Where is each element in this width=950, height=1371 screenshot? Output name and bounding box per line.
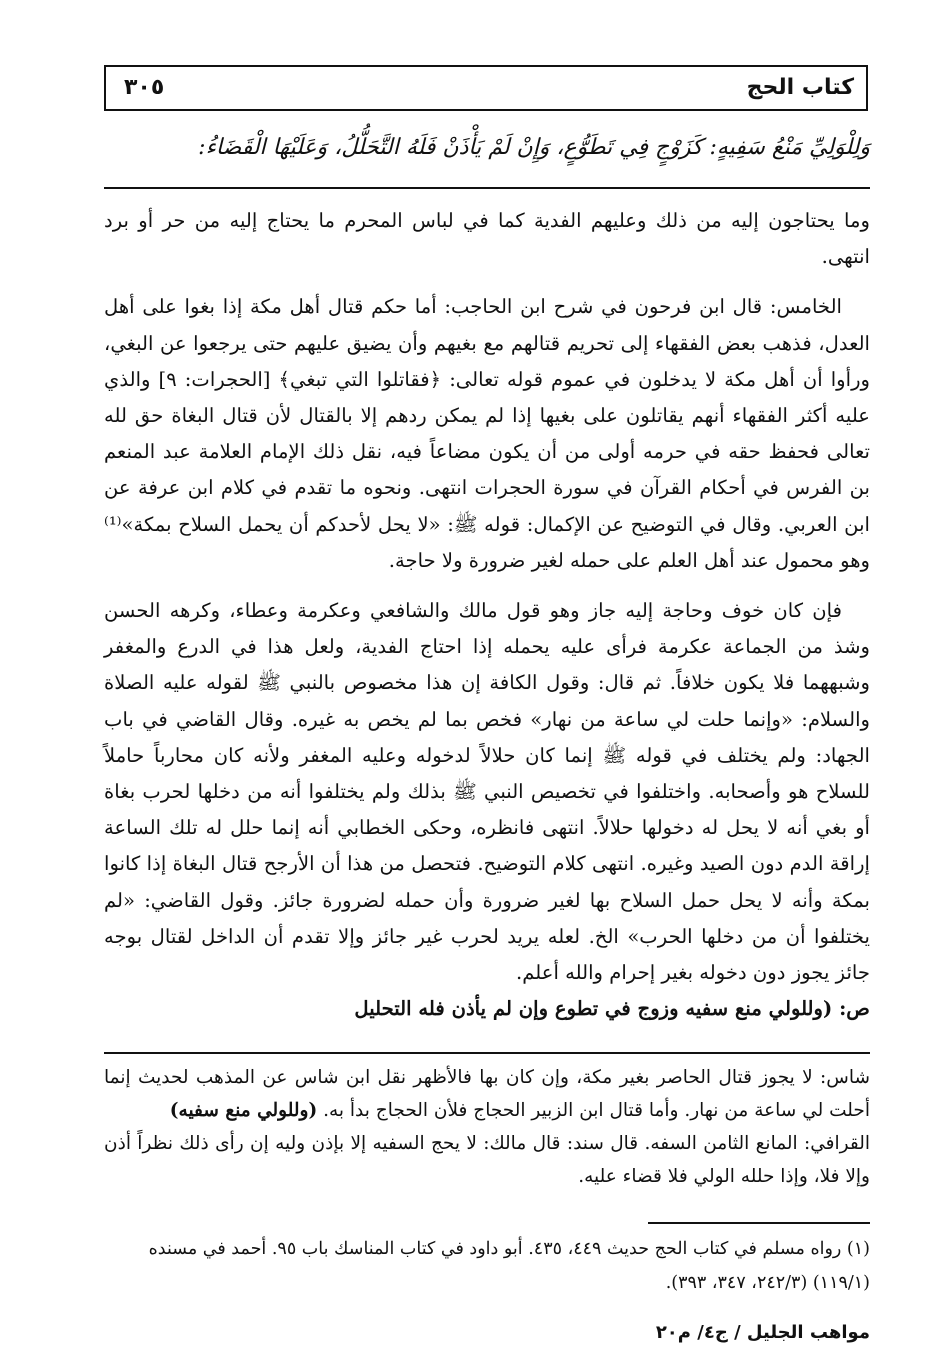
matn-divider (104, 187, 870, 189)
paragraph: الخامس: قال ابن فرحون في شرح ابن الحاجب: أما حكم قتال أهل مكة إذا بغوا على أهل العدل، فذهب بعض الفقهاء إلى تحريم قتالهم مع بغيهم وأن يضيق عليهم حتى يرجعوا عن البغي، ورأوا أن أهل مكة لا يدخلون في عموم قوله تعالى: ﴿فقاتلوا التي تبغي﴾ [الحجرات: ٩] والذي عليه أكثر الفقهاء أنهم يقاتلون على بغيها إذا لم يمكن ردهم إلا بالقتال لأن قتال البغاة حق لله تعالى فحفظ حقه في حرمه أولى من أن يكون مضاعاً فيه، نقل ذلك الإمام العلامة عبد المنعم بن الفرس في أحكام القرآن في سورة الحجرات انتهى. ونحوه ما تقدم في كلام ابن عرفة عن ابن العربي. وقال في التوضيح عن الإكمال: قوله ﷺ: «لا يحل لأحدكم أن يحمل السلاح بمكة»⁽¹⁾ وهو محمول عند أهل العلم على حمله لغير ضرورة ولا حاجة. (104, 295, 870, 572)
footnote (104, 1232, 870, 1300)
chapter-title: كتاب الحج (746, 75, 854, 100)
note-paragraph: القرافي: المانع الثامن السفه. قال سند: قال مالك: لا يحج السفيه إلا بإذن وليه إن رأى ذلك نظراً أذن وإلا فلا، وإذا حلله الولي فلا قضاء عليه. (104, 1133, 870, 1187)
marginal-notes (104, 1061, 870, 1193)
footnote-text: (١) رواه مسلم في كتاب الحج حديث ٤٤٩، ٤٣٥. أبو داود في كتاب المناسك باب ٩٥. أحمد في مسنده (١١٩/١) (٢٤٢/٣، ٣٤٧، ٣٩٣). (148, 1239, 870, 1293)
commentary-divider (104, 1052, 870, 1054)
footnote-divider (648, 1222, 870, 1224)
page-number: ٣٠٥ (124, 75, 165, 100)
running-header (104, 65, 868, 111)
closing-matn-quote: ص: (وللولي منع سفيه وزوج في تطوع وإن لم يأذن فله التحليل (354, 997, 870, 1021)
matn-text: وَلِلْوَلِيِّ مَنْعُ سَفِيهٍ: كَزَوْجٍ فِي تَطَوُّعٍ، وَإِنْ لَمْ يَأْذَنْ فَلَهُ التَّحَلُّلُ، وَعَلَيْهَا الْقَضَاءُ: (198, 135, 870, 160)
page-footer: مواهب الجليل / ج٤/ م٢٠ (655, 1322, 870, 1343)
main-commentary (104, 203, 870, 1027)
paragraph: فإن كان خوف وحاجة إليه جاز وهو قول مالك والشافعي وعكرمة وعطاء، وكرهه الحسن وشذ من الجماعة عكرمة فرأى عليه يحمله إذا احتاج الفدية، ولعل هذا في الدرع والمغفر وشبههما فلا يكون خلافاً. ثم قال: وقول الكافة إن هذا مخصوص بالنبي ﷺ لقوله عليه الصلاة والسلام: «وإنما حلت لي ساعة من نهار» فخص بما لم يخص به غيره. وقال القاضي في باب الجهاد: ولم يختلف في قوله ﷺ إنما كان حلالاً لدخوله وعليه المغفر ولأنه كان محارباً حاملاً للسلاح هو وأصحابه. واختلفوا في تخصيص النبي ﷺ بذلك ولم يختلفوا أنه من دخلها لحرب بغاة أو بغي أنه لا يحل له دخولها حلالاً. انتهى فانظره، وحكى الخطابي أنه إنما حلل له تلك الساعة إراقة الدم دون الصيد وغيره. انتهى كلام التوضيح. فتحصل من هذا أن الأرجح قتال البغاة إذا كانوا بمكة وأنه لا يحل حمل السلاح بها لغير ضرورة وأن حمله لضرورة جائز. وقول القاضي: «لم يختلفوا أن من دخلها الحرب» الخ. لعله يريد لحرب غير جائز وإلا تقدم أن الداخل لقتال بوجه جائز يجوز دون دخوله بغير إحرام والله أعلم. (104, 599, 870, 985)
note-paragraph (104, 1061, 870, 1127)
paragraph: وما يحتاجون إليه من ذلك وعليهم الفدية كما في لباس المحرم ما يحتاج إليه من حر أو برد انتهى. (104, 209, 870, 269)
note-quote: (وللولي منع سفيه) (169, 1100, 318, 1121)
note-text: شاس: لا يجوز قتال الحاصر بغير مكة، وإن كان بها فالأظهر نقل ابن شاس عن المذهب لحديث إنما أحلت لي ساعة من نهار. وأما قتال ابن الزبير الحجاج فلأن الحجاج بدأ به. (104, 1067, 870, 1121)
